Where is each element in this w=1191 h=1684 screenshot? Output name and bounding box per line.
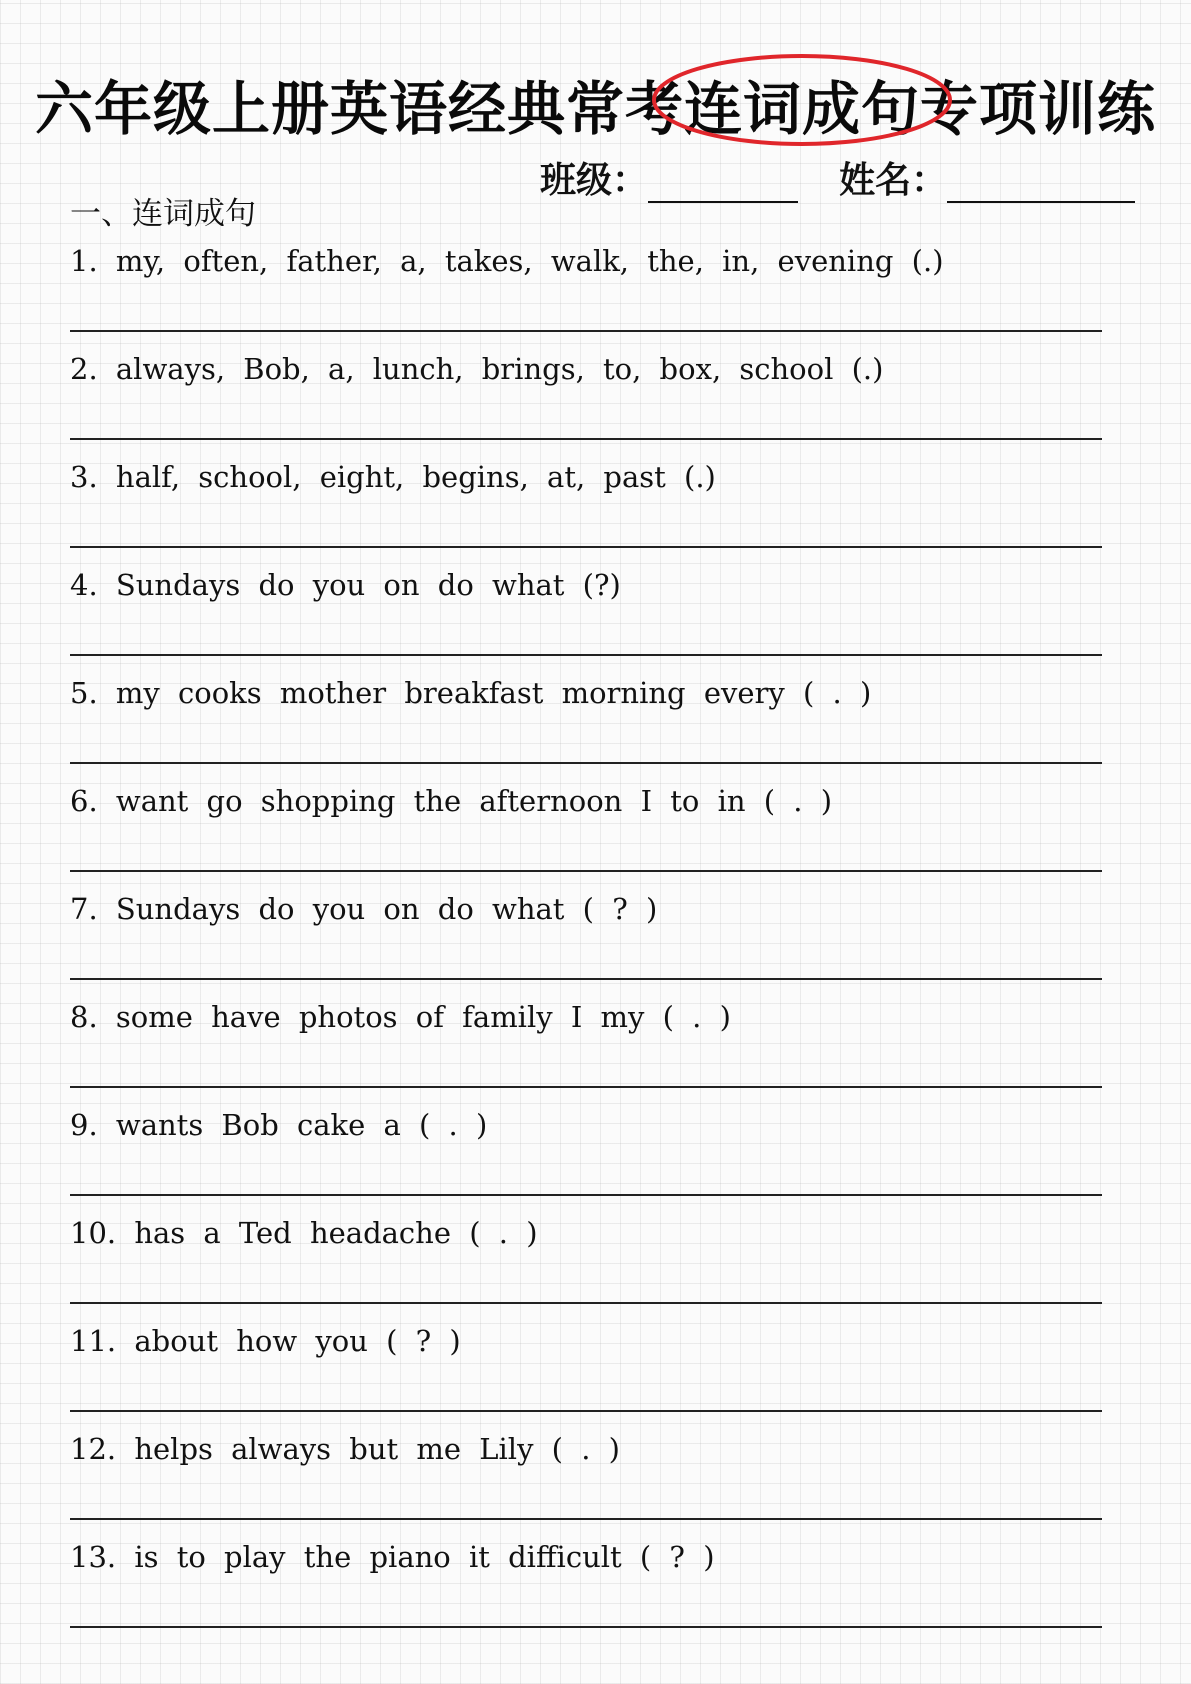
question-10: 10. has a Ted headache ( . ) — [70, 1216, 538, 1250]
name-blank[interactable] — [947, 161, 1135, 203]
question-1: 1. my, often, father, a, takes, walk, the, in, evening (.) — [70, 244, 944, 278]
question-11: 11. about how you ( ? ) — [70, 1324, 461, 1358]
answer-line-4[interactable] — [70, 654, 1102, 656]
name-label: 姓名： — [839, 160, 948, 201]
answer-line-5[interactable] — [70, 762, 1102, 764]
section-heading: 一、连词成句 — [70, 196, 256, 232]
question-9: 9. wants Bob cake a ( . ) — [70, 1108, 488, 1142]
class-blank[interactable] — [648, 161, 798, 203]
question-5: 5. my cooks mother breakfast morning every ( . ) — [70, 676, 872, 710]
question-6: 6. want go shopping the afternoon I to in ( . ) — [70, 784, 833, 818]
question-8: 8. some have photos of family I my ( . ) — [70, 1000, 731, 1034]
question-7: 7. Sundays do you on do what ( ? ) — [70, 892, 658, 926]
question-2: 2. always, Bob, a, lunch, brings, to, box, school (.) — [70, 352, 884, 386]
worksheet-title: 六年级上册英语经典常考连词成句专项训练 — [34, 75, 1156, 143]
answer-line-12[interactable] — [70, 1518, 1102, 1520]
question-13: 13. is to play the piano it difficult ( ? ) — [70, 1540, 715, 1574]
student-info-row — [540, 152, 1135, 203]
answer-line-8[interactable] — [70, 1086, 1102, 1088]
answer-line-11[interactable] — [70, 1410, 1102, 1412]
answer-line-9[interactable] — [70, 1194, 1102, 1196]
question-3: 3. half, school, eight, begins, at, past (.) — [70, 460, 716, 494]
answer-line-2[interactable] — [70, 438, 1102, 440]
question-12: 12. helps always but me Lily ( . ) — [70, 1432, 620, 1466]
answer-line-6[interactable] — [70, 870, 1102, 872]
answer-line-13[interactable] — [70, 1626, 1102, 1628]
class-label: 班级： — [540, 160, 649, 201]
answer-line-10[interactable] — [70, 1302, 1102, 1304]
answer-line-3[interactable] — [70, 546, 1102, 548]
question-4: 4. Sundays do you on do what (?) — [70, 568, 621, 602]
answer-line-7[interactable] — [70, 978, 1102, 980]
answer-line-1[interactable] — [70, 330, 1102, 332]
red-circle-annotation — [650, 50, 955, 150]
